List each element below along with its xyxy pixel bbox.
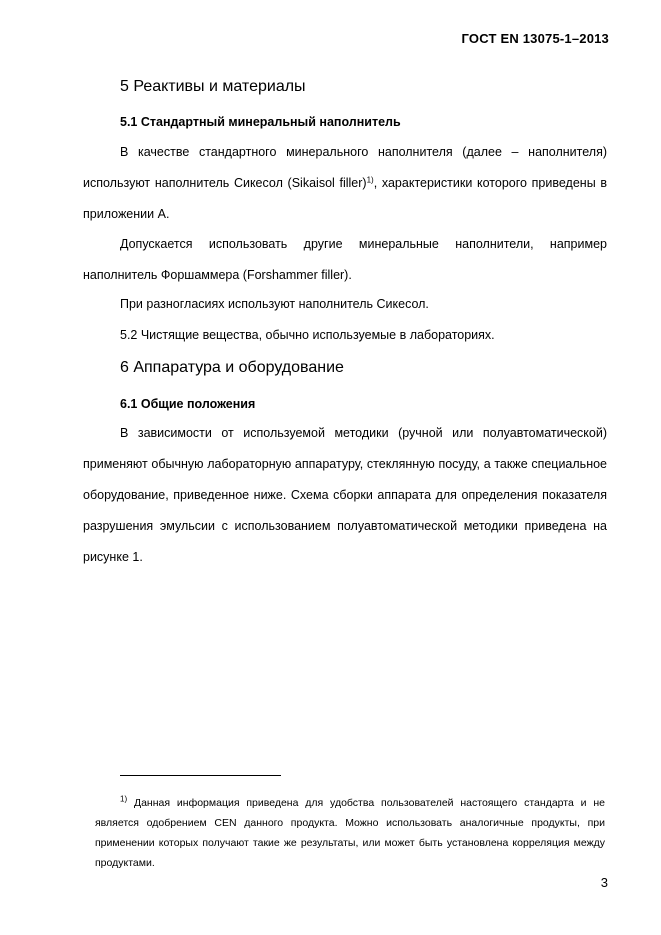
section-5-1-paragraph-1 bbox=[83, 137, 607, 230]
section-5-heading: 5 Реактивы и материалы bbox=[120, 78, 306, 95]
footnote bbox=[95, 793, 605, 873]
subsection-6-1-heading: 6.1 Общие положения bbox=[120, 397, 256, 411]
footnote-marker: 1) bbox=[120, 794, 128, 804]
page-number: 3 bbox=[600, 875, 608, 890]
section-6-heading: 6 Аппаратура и оборудование bbox=[120, 359, 344, 376]
subsection-5-1-heading: 5.1 Стандартный минеральный наполнитель bbox=[120, 115, 401, 129]
footnote-separator bbox=[120, 775, 281, 776]
paragraph-text: , характеристики которого приведены в приложении А. bbox=[83, 176, 608, 221]
section-5-2-paragraph: 5.2 Чистящие вещества, обычно используемые в лабораториях. bbox=[120, 328, 495, 342]
section-6-1-paragraph: В зависимости от используемой методики (ручной или полуавтоматической) применяют обычную лабораторную аппаратуру, стеклянную посуду, а также специальное оборудование, приведенное ниже. Схема сборки аппарата для определения показателя разрушения эмульсии с использованием полуавтоматической методики приведена на рисунке 1. bbox=[83, 426, 607, 564]
section-5-1-paragraph-3: При разногласиях используют наполнитель Сикесол. bbox=[120, 297, 429, 311]
paragraph-text: В качестве стандартного минерального наполнителя (далее – наполнителя) используют наполнитель Сикесол (Sikaisol filler) bbox=[83, 145, 607, 190]
section-5-1-paragraph-2: Допускается использовать другие минеральные наполнители, например наполнитель Форшаммера (Forshammer filler). bbox=[83, 237, 607, 282]
footnote-reference: 1) bbox=[366, 175, 374, 185]
standard-code: ГОСТ EN 13075-1–2013 bbox=[461, 31, 609, 46]
footnote-text: Данная информация приведена для удобства пользователей настоящего стандарта и не является одобрением CEN данного продукта. Можно использовать аналогичные продукты, при применении которых получают такие же результаты, или может быть установлена корреляция между продуктами. bbox=[95, 797, 606, 869]
